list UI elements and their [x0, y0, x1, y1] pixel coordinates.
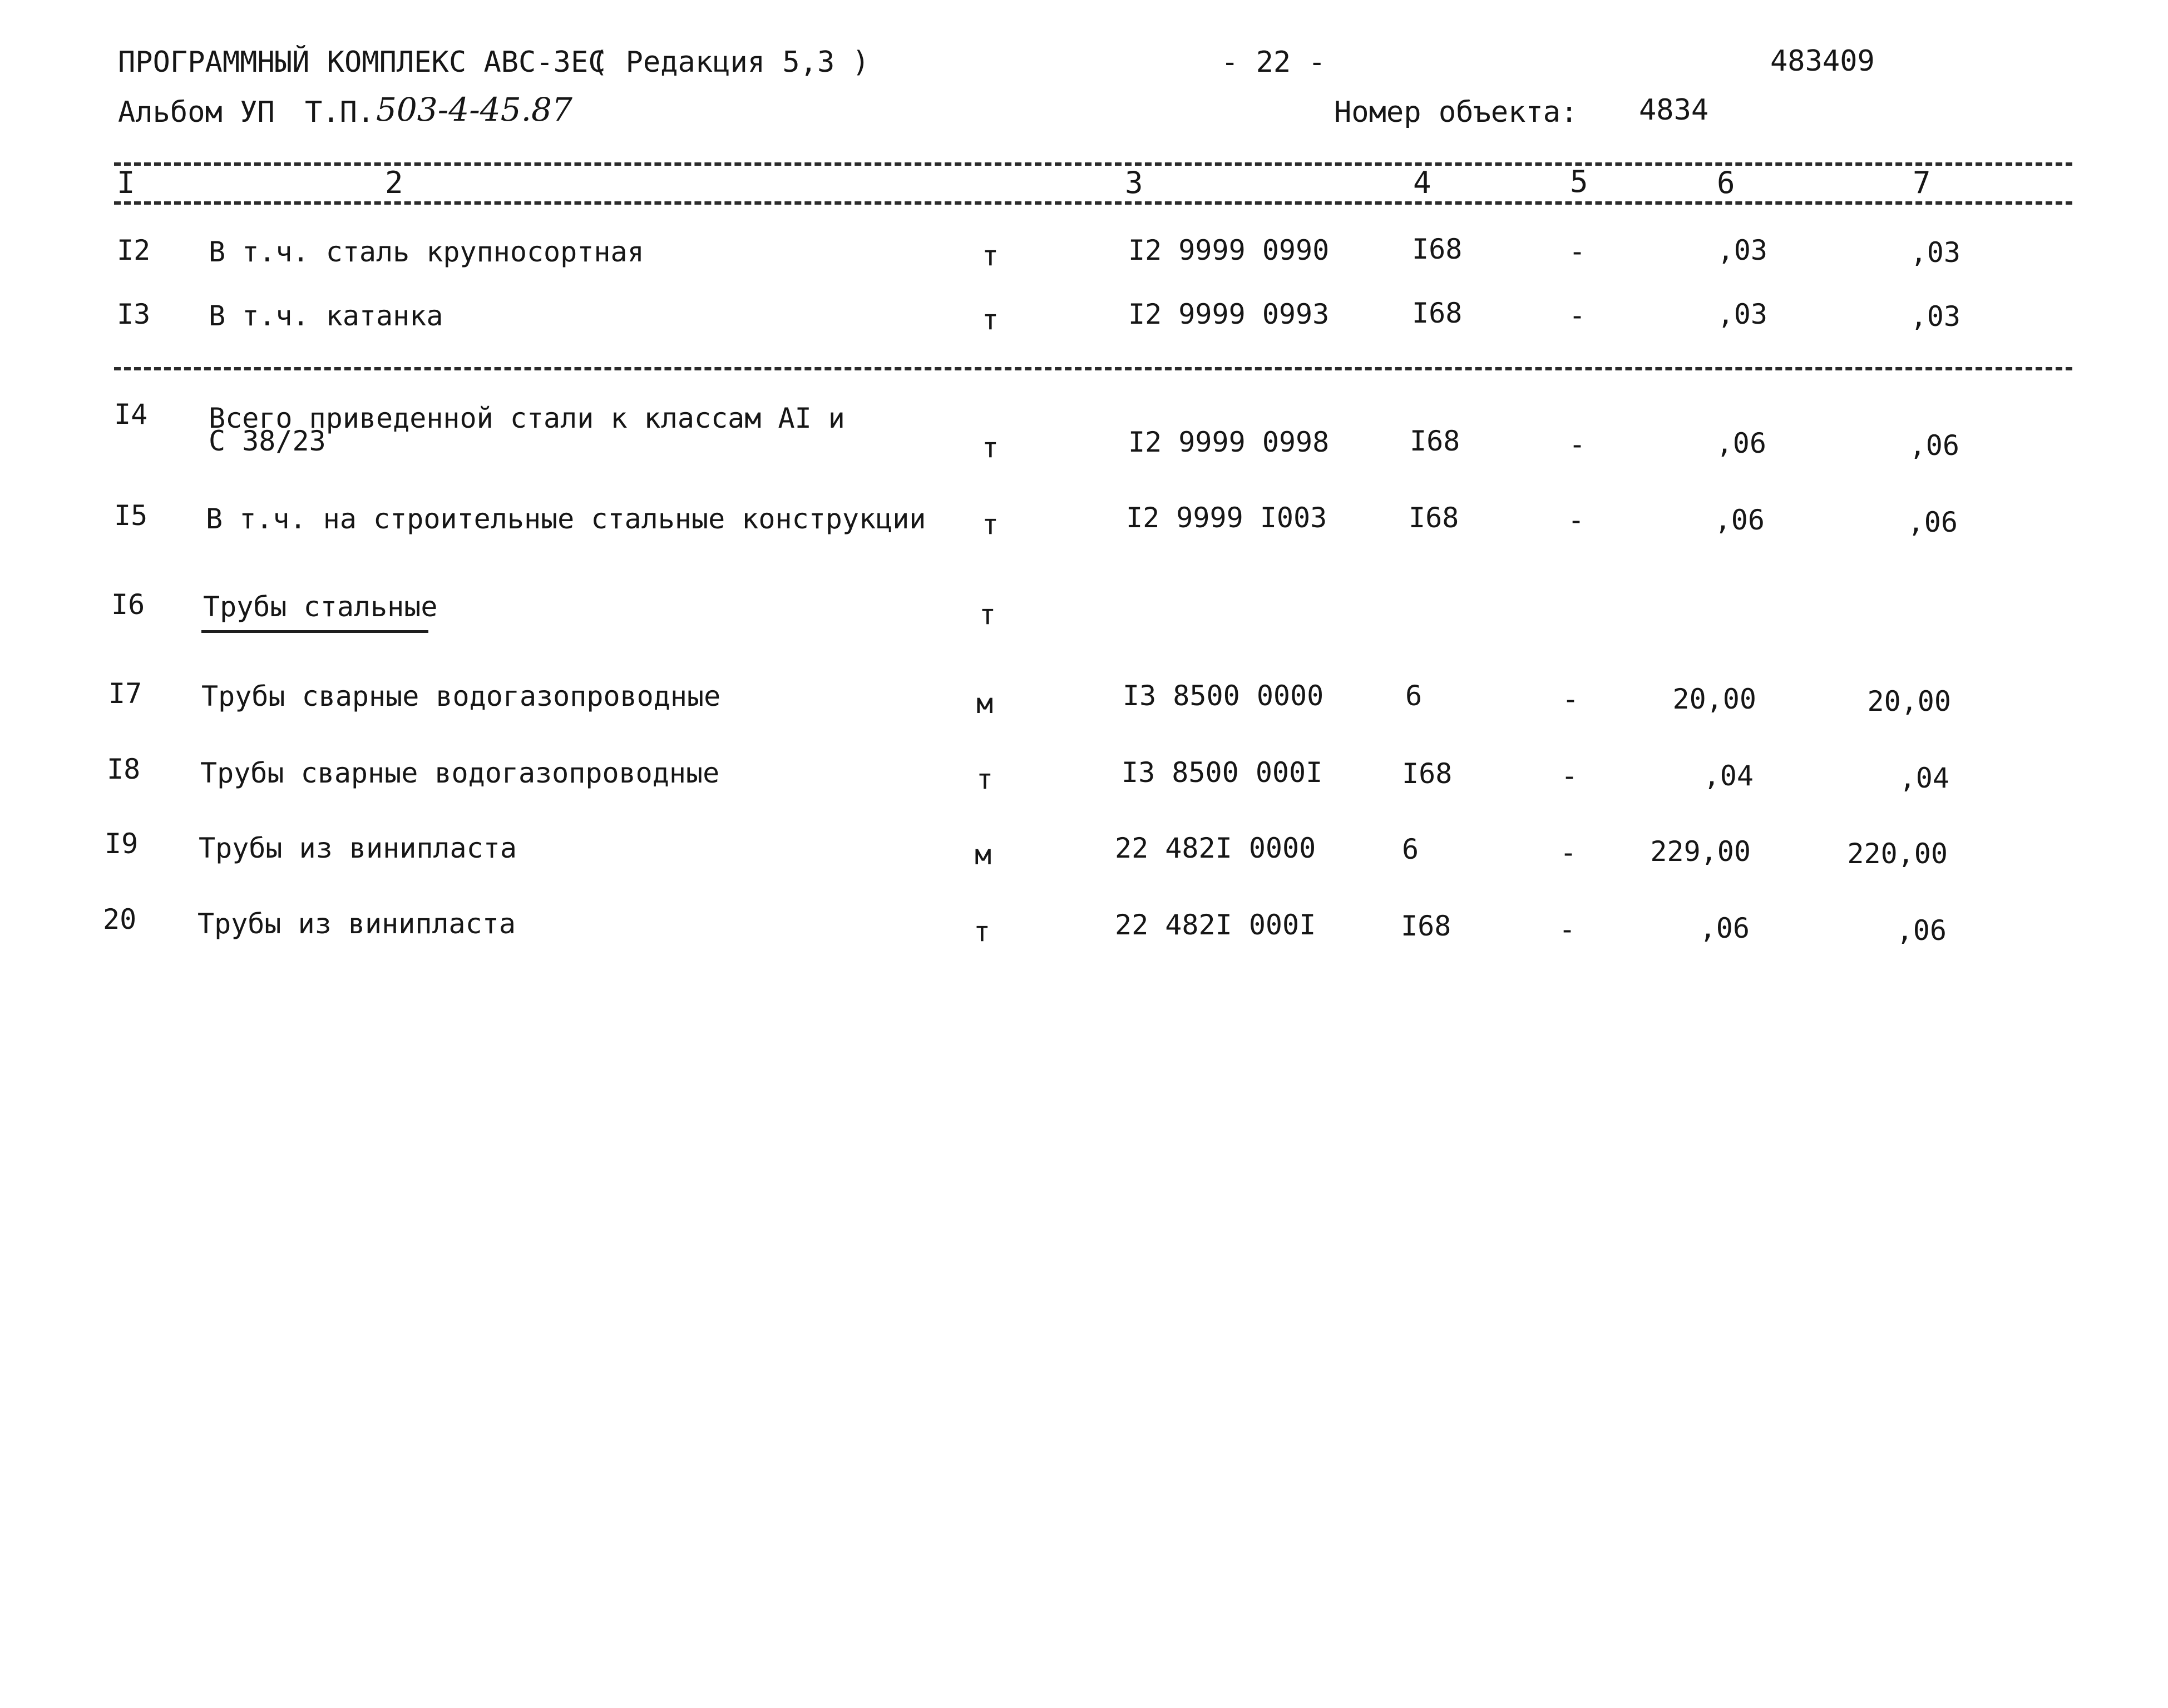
row-name: Трубы сварные водогазопроводные [201, 680, 721, 712]
row-col4: I68 [1401, 910, 1451, 942]
col-3-label: 3 [1125, 165, 1143, 200]
row-col4: I68 [1410, 425, 1460, 457]
row-unit: м [976, 687, 994, 720]
row-code: 22 482I 000I [1115, 909, 1316, 941]
row-col6: ,06 [1714, 504, 1765, 536]
row-col5: - [1560, 836, 1577, 869]
col-5-label: 5 [1570, 164, 1588, 199]
tp-label: Т.П. [305, 96, 375, 129]
row-name: Трубы из винипласта [197, 908, 516, 940]
row-col4: 6 [1405, 680, 1423, 712]
row-col5: - [1569, 235, 1586, 268]
row-unit: т [982, 304, 999, 336]
section-divider [114, 367, 2072, 370]
row-number: I6 [111, 588, 145, 621]
col-2-label: 2 [385, 165, 403, 200]
row-number: I7 [108, 677, 142, 710]
col-4-label: 4 [1413, 165, 1431, 200]
row-number: I2 [117, 234, 151, 266]
row-name: Всего приведенной стали к классам AI и [209, 402, 845, 434]
row-col4: I68 [1412, 233, 1463, 265]
edition: ( Редакция 5,3 ) [591, 46, 870, 79]
row-number: I4 [114, 398, 148, 430]
object-label: Номер объекта: [1334, 96, 1578, 129]
row-unit: м [975, 839, 992, 871]
row-col6: ,06 [1699, 912, 1750, 944]
row-name: В т.ч. сталь крупносортная [209, 236, 644, 268]
row-unit: т [979, 598, 996, 631]
row-col7: ,03 [1910, 300, 1960, 333]
album-label: Альбом УП [118, 96, 275, 129]
row-name: В т.ч. на строительные стальные конструкции [206, 503, 926, 535]
row-col6: ,04 [1703, 760, 1754, 792]
row-col4: I68 [1409, 502, 1459, 534]
row-code: I2 9999 0998 [1128, 426, 1330, 458]
col-1-label: I [117, 165, 135, 200]
row-code: I2 9999 0993 [1128, 298, 1330, 330]
page-number: - 22 - [1221, 46, 1326, 79]
object-number: 4834 [1639, 93, 1709, 127]
row-col7: 220,00 [1847, 838, 1948, 870]
row-col4: I68 [1402, 758, 1453, 790]
row-unit: т [982, 432, 999, 464]
row-col7: ,04 [1899, 762, 1949, 794]
row-unit: т [982, 240, 999, 272]
row-col7: ,06 [1896, 914, 1947, 947]
row-col7: 20,00 [1867, 685, 1951, 717]
row-col6: ,03 [1717, 234, 1767, 266]
row-col5: - [1569, 428, 1586, 461]
program-title: ПРОГРАММНЫЙ КОМПЛЕКС АВС-ЗЕС [118, 46, 606, 79]
row-name: Трубы сварные водогазопроводные [200, 757, 720, 789]
row-col6: ,06 [1716, 427, 1766, 459]
row-col7: ,06 [1909, 429, 1959, 462]
row-col5: - [1561, 760, 1578, 792]
row-name: Трубы стальные [203, 591, 438, 623]
row-col6: ,03 [1717, 298, 1767, 330]
row-col5: - [1562, 683, 1579, 715]
col-6-label: 6 [1717, 165, 1735, 200]
row-name: Трубы из винипласта [199, 832, 517, 864]
row-col7: ,06 [1907, 506, 1958, 538]
header-rule-bottom [114, 201, 2072, 205]
row-number: I3 [117, 298, 151, 330]
header-rule-top [114, 162, 2072, 166]
row-col6: 20,00 [1672, 683, 1756, 715]
doc-code: 483409 [1770, 44, 1875, 78]
row-col5: - [1559, 913, 1576, 945]
section-heading-underline [201, 630, 428, 633]
col-7-label: 7 [1913, 165, 1931, 200]
row-col5: - [1569, 299, 1586, 331]
tp-number: 503-4-45.87 [376, 91, 572, 128]
row-col4: 6 [1402, 833, 1419, 865]
row-code: I2 9999 I003 [1126, 502, 1327, 534]
row-code: I3 8500 0000 [1123, 680, 1324, 712]
row-code: 22 482I 0000 [1115, 832, 1316, 864]
row-number: I9 [105, 828, 139, 860]
row-number: I8 [107, 753, 141, 785]
row-number: 20 [103, 903, 137, 935]
row-col6: 229,00 [1650, 835, 1751, 868]
row-col7: ,03 [1910, 236, 1960, 269]
row-name-continued: С 38/23 [209, 425, 326, 457]
row-name: В т.ч. катанка [209, 300, 443, 332]
row-col5: - [1568, 504, 1585, 536]
row-unit: т [976, 763, 994, 795]
row-code: I3 8500 000I [1122, 756, 1323, 789]
row-code: I2 9999 0990 [1128, 234, 1330, 266]
row-unit: т [982, 508, 999, 541]
row-unit: т [974, 915, 991, 948]
row-number: I5 [114, 499, 148, 532]
row-col4: I68 [1412, 297, 1463, 329]
